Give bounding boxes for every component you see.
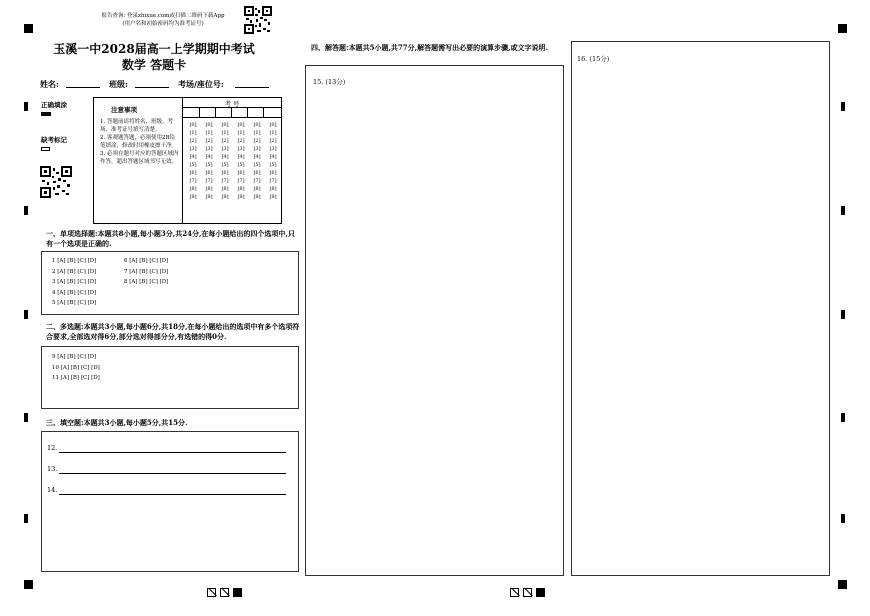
- page-marker: [510, 582, 545, 601]
- corner-mark: [838, 24, 847, 33]
- exam-digit-bubble[interactable]: [6]: [237, 170, 245, 176]
- corner-mark: [24, 580, 33, 589]
- exam-number-column-divider: [247, 107, 248, 117]
- exam-digit-bubble[interactable]: [4]: [205, 154, 213, 160]
- fill-item-label: 13.: [47, 465, 58, 473]
- exam-digit-bubble[interactable]: [0]: [205, 122, 213, 128]
- exam-digit-bubble[interactable]: [4]: [221, 154, 229, 160]
- timing-mark: [24, 206, 28, 215]
- exam-digit-bubble[interactable]: [8]: [253, 186, 261, 192]
- timing-mark: [24, 413, 28, 422]
- exam-digit-bubble[interactable]: [6]: [269, 170, 277, 176]
- exam-digit-column: [266, 121, 280, 201]
- page-marker-block: [536, 588, 545, 597]
- corner-mark: [838, 580, 847, 589]
- exam-digit-bubble[interactable]: [0]: [253, 122, 261, 128]
- multi-choice-title: 二、多选题:本题共3小题,每小题6分,共18分,在每小题给出的选项中有多个选项符合要求,全部选对得6分,部分选对得部分分,有选错的得0分.: [46, 322, 300, 341]
- timing-mark: [24, 514, 28, 523]
- exam-digit-bubble[interactable]: [3]: [205, 146, 213, 152]
- exam-digit-bubble[interactable]: [4]: [253, 154, 261, 160]
- exam-digit-bubble[interactable]: [5]: [205, 162, 213, 168]
- fill-item-line-13[interactable]: [59, 473, 286, 474]
- single-choice-options[interactable]: 1 [A] [B] [C] [D] 2 [A] [B] [C] [D] 3 [A] [B] [C] [D] 4 [A] [B] [C] [D] 5 [A] [B] [C] [D]: [52, 258, 97, 306]
- exam-number-divider: [183, 107, 281, 108]
- exam-digit-bubble[interactable]: [7]: [253, 178, 261, 184]
- exam-digit-bubble[interactable]: [8]: [205, 186, 213, 192]
- report-notice-line1: 报告查询: 登录zhixue.com或扫描二维码下载App: [101, 13, 225, 19]
- exam-digit-bubble[interactable]: [7]: [237, 178, 245, 184]
- notes-title: 注意事项: [111, 106, 137, 114]
- corner-mark: [24, 24, 33, 33]
- report-notice-line2: (用户名和初始密码均为准考证号): [122, 21, 204, 27]
- page-marker-box: [523, 588, 532, 597]
- exam-digit-bubble[interactable]: [6]: [205, 170, 213, 176]
- exam-digit-bubble[interactable]: [8]: [189, 186, 197, 192]
- exam-digit-column: [186, 121, 200, 201]
- exam-number-grid: [182, 97, 282, 224]
- fill-item-line-14[interactable]: [59, 494, 286, 495]
- q16-label: 16. (15分): [577, 55, 610, 63]
- timing-mark: [841, 206, 845, 215]
- subject-title: 数学 答题卡: [121, 58, 187, 72]
- absent-mark-box[interactable]: [41, 147, 50, 151]
- exam-digit-bubble[interactable]: [6]: [221, 170, 229, 176]
- exam-digit-bubble[interactable]: [0]: [221, 122, 229, 128]
- app-qr-code: [244, 6, 272, 34]
- exam-number-column-divider: [231, 107, 232, 117]
- class-label: 班级:: [109, 79, 128, 89]
- exam-digit-bubble[interactable]: [1]: [269, 130, 277, 136]
- exam-digit-column: [218, 121, 232, 201]
- exam-digit-bubble[interactable]: [9]: [237, 194, 245, 200]
- fill-blank-box: [41, 431, 299, 572]
- name-label: 姓名:: [40, 79, 59, 89]
- notes-list: [100, 118, 180, 166]
- exam-digit-bubble[interactable]: [5]: [221, 162, 229, 168]
- exam-digit-bubble[interactable]: [8]: [221, 186, 229, 192]
- exam-digit-bubble[interactable]: [9]: [269, 194, 277, 200]
- fill-item-label: 12.: [47, 444, 58, 452]
- multi-choice-options[interactable]: 9 [A] [B] [C] [D] 10 [A] [B] [C] [D] 11 [A] [B] [C] [D]: [52, 354, 100, 381]
- timing-mark: [841, 514, 845, 523]
- notes-item: 1. 答题前请将姓名、班级、考场、准考证号填写清楚。: [100, 119, 173, 133]
- exam-digit-bubble[interactable]: [9]: [253, 194, 261, 200]
- exam-digit-bubble[interactable]: [4]: [269, 154, 277, 160]
- exam-digit-bubble[interactable]: [7]: [189, 178, 197, 184]
- notes-item: 2. 客观题答题，必须使用2B铅笔填涂，修改时用橡皮擦干净。: [100, 135, 178, 149]
- report-notice: [88, 12, 238, 28]
- exam-number-column-divider: [215, 107, 216, 117]
- exam-digit-bubble[interactable]: [3]: [221, 146, 229, 152]
- exam-digit-bubble[interactable]: [7]: [269, 178, 277, 184]
- exam-digit-bubble[interactable]: [6]: [189, 170, 197, 176]
- room-seat-label: 考场/座位号:: [178, 79, 224, 89]
- q16-answer-box[interactable]: [571, 41, 830, 576]
- exam-digit-bubble[interactable]: [7]: [221, 178, 229, 184]
- single-choice-box: [41, 251, 299, 315]
- page-marker-block: [233, 588, 242, 597]
- exam-digit-bubble[interactable]: [2]: [189, 138, 197, 144]
- exam-digit-bubble[interactable]: [0]: [189, 122, 197, 128]
- exam-digit-bubble[interactable]: [5]: [189, 162, 197, 168]
- fill-item-line-12[interactable]: [59, 452, 286, 453]
- exam-digit-column: [202, 121, 216, 201]
- timing-mark: [841, 102, 845, 111]
- exam-digit-bubble[interactable]: [2]: [253, 138, 261, 144]
- exam-digit-bubble[interactable]: [1]: [221, 130, 229, 136]
- timing-mark: [841, 413, 845, 422]
- q15-answer-box[interactable]: [305, 65, 564, 576]
- exam-digit-bubble[interactable]: [9]: [189, 194, 197, 200]
- exam-number-divider: [183, 117, 281, 118]
- exam-digit-bubble[interactable]: [2]: [269, 138, 277, 144]
- exam-number-column-divider: [263, 107, 264, 117]
- exam-digit-bubble[interactable]: [3]: [253, 146, 261, 152]
- page-marker-box: [207, 588, 216, 597]
- exam-digit-column: [234, 121, 248, 201]
- exam-digit-bubble[interactable]: [1]: [189, 130, 197, 136]
- correct-fill-sample: [41, 112, 51, 116]
- exam-digit-bubble[interactable]: [1]: [205, 130, 213, 136]
- timing-mark: [24, 310, 28, 319]
- answer-section-title: 四、解答题:本题共5小题,共77分,解答题需写出必要的演算步骤,或文字说明.: [311, 43, 548, 52]
- single-choice-title: 一、单项选择题:本题共8小题,每小题3分,共24分,在每小题给出的四个选项中,只有一个选项是正确的.: [46, 229, 295, 248]
- exam-digit-bubble[interactable]: [4]: [189, 154, 197, 160]
- exam-digit-bubble[interactable]: [3]: [269, 146, 277, 152]
- notes-item: 3. 必须在题号对应的答题区域内作答，超出答题区域书写无效。: [100, 151, 179, 165]
- timing-mark: [841, 310, 845, 319]
- exam-digit-bubble[interactable]: [3]: [189, 146, 197, 152]
- fill-item-label: 14.: [47, 486, 58, 494]
- exam-digit-bubble[interactable]: [1]: [237, 130, 245, 136]
- page-marker: [207, 582, 242, 601]
- exam-digit-bubble[interactable]: [1]: [253, 130, 261, 136]
- multi-choice-box: [41, 346, 299, 409]
- timing-mark: [24, 102, 28, 111]
- exam-digit-bubble[interactable]: [8]: [269, 186, 277, 192]
- student-qr-code: [40, 166, 72, 198]
- exam-digit-bubble[interactable]: [5]: [253, 162, 261, 168]
- exam-digit-bubble[interactable]: [5]: [269, 162, 277, 168]
- page-marker-box: [220, 588, 229, 597]
- exam-digit-bubble[interactable]: [2]: [237, 138, 245, 144]
- room-seat-field[interactable]: [235, 87, 269, 88]
- exam-digit-bubble[interactable]: [0]: [237, 122, 245, 128]
- exam-digit-bubble[interactable]: [2]: [205, 138, 213, 144]
- single-choice-options[interactable]: 6 [A] [B] [C] [D] 7 [A] [B] [C] [D] 8 [A] [B] [C] [D]: [124, 258, 169, 285]
- exam-digit-bubble[interactable]: [8]: [237, 186, 245, 192]
- exam-digit-column: [250, 121, 264, 201]
- exam-number-column-divider: [199, 107, 200, 117]
- notes-box: [93, 97, 183, 224]
- q15-label: 15. (13分): [313, 78, 346, 86]
- exam-digit-bubble[interactable]: [9]: [205, 194, 213, 200]
- name-field[interactable]: [66, 87, 100, 88]
- exam-digit-bubble[interactable]: [0]: [269, 122, 277, 128]
- fill-blank-title: 三、填空题:本题共3小题,每小题5分,共15分.: [46, 418, 188, 427]
- exam-digit-bubble[interactable]: [3]: [237, 146, 245, 152]
- exam-digit-bubble[interactable]: [6]: [253, 170, 261, 176]
- exam-digit-bubble[interactable]: [2]: [221, 138, 229, 144]
- exam-number-label: 考 号: [224, 100, 240, 108]
- absent-mark-label: 缺考标记: [41, 136, 67, 144]
- school-title: 玉溪一中2028届高一上学期期中考试: [53, 42, 255, 56]
- exam-digit-bubble[interactable]: [7]: [205, 178, 213, 184]
- exam-digit-bubble[interactable]: [5]: [237, 162, 245, 168]
- page-marker-box: [510, 588, 519, 597]
- exam-digit-bubble[interactable]: [4]: [237, 154, 245, 160]
- class-field[interactable]: [135, 87, 169, 88]
- correct-fill-label: 正确填涂: [41, 101, 67, 109]
- exam-digit-bubble[interactable]: [9]: [221, 194, 229, 200]
